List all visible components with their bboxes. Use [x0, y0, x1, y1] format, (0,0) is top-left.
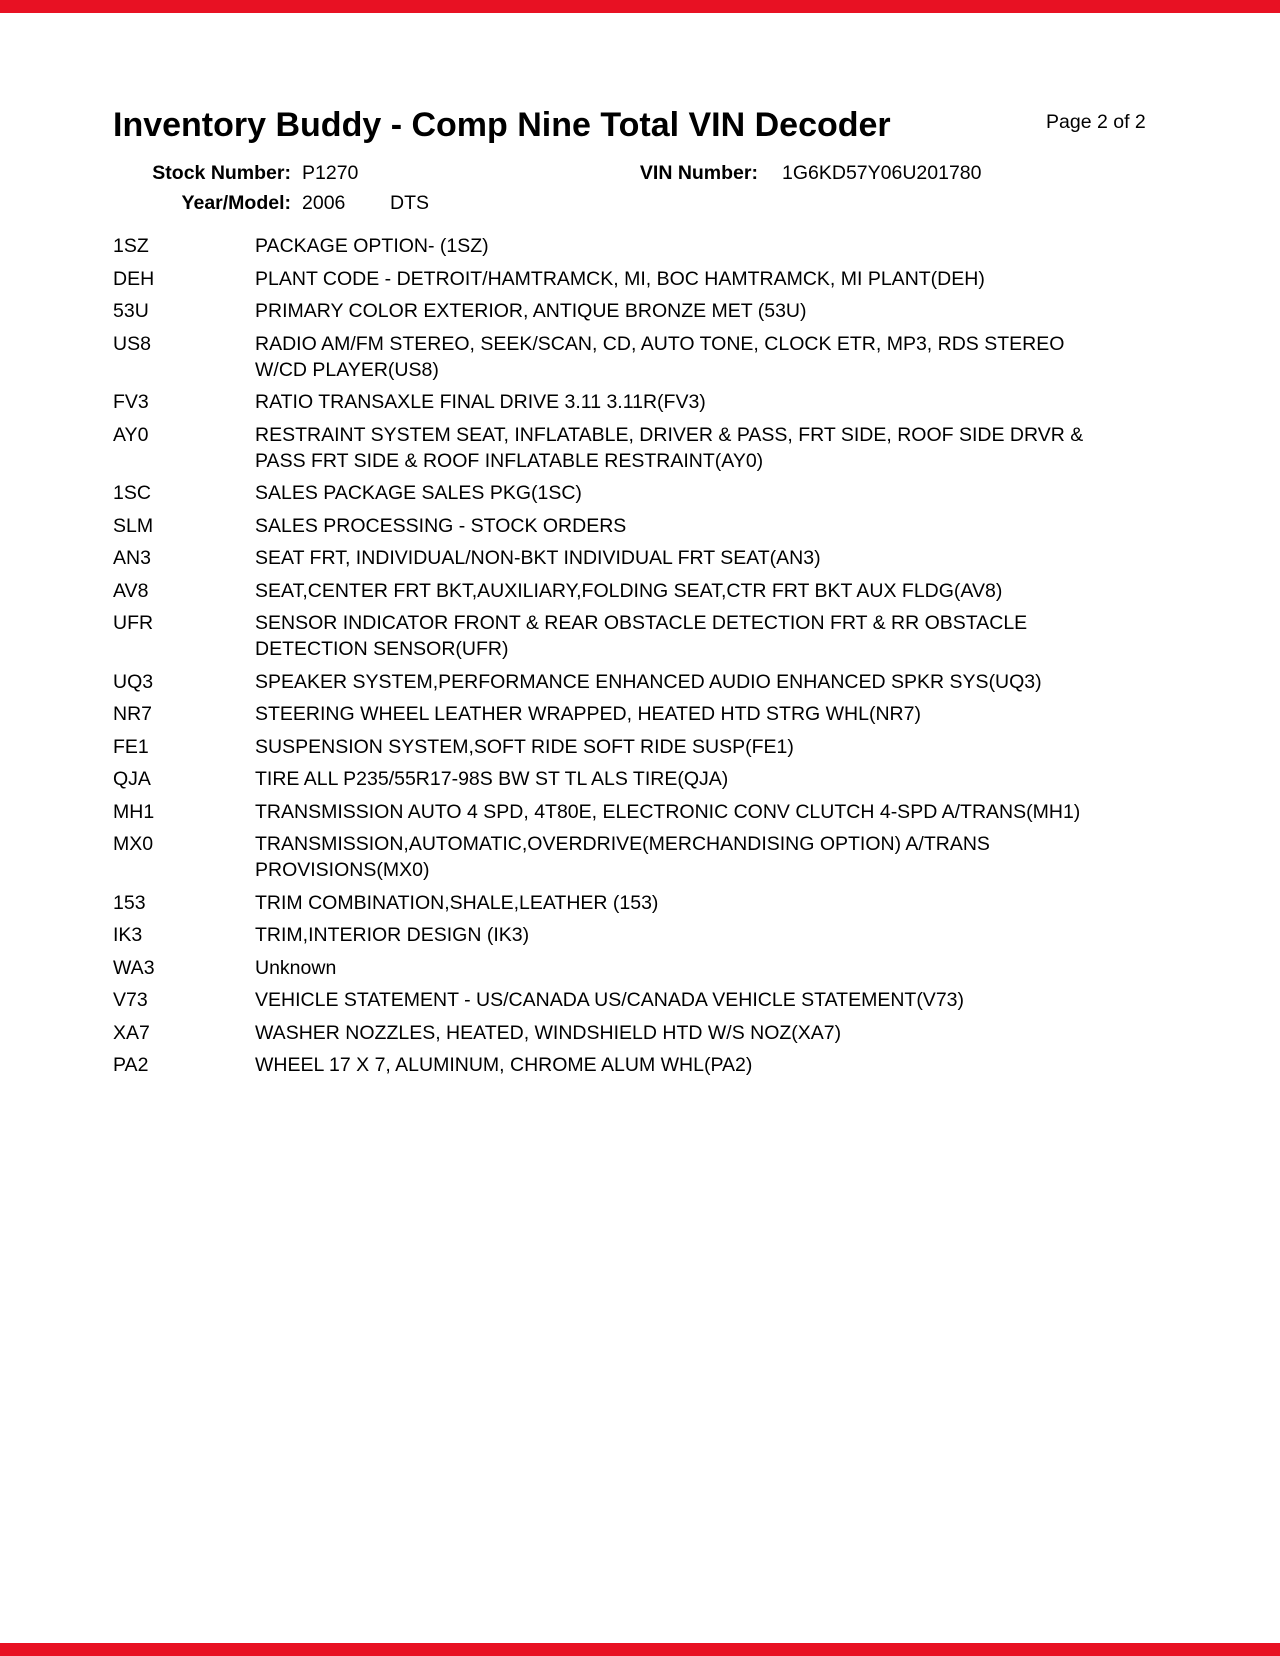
code-row	[113, 831, 1123, 883]
option-description: PACKAGE OPTION- (1SZ)	[255, 235, 489, 257]
option-code: IK3	[113, 924, 143, 946]
option-description: SALES PACKAGE SALES PKG(1SC)	[255, 482, 582, 504]
option-code: NR7	[113, 703, 153, 725]
option-description: RATIO TRANSAXLE FINAL DRIVE 3.11 3.11R(FV3)	[255, 391, 706, 413]
option-description: SEAT,CENTER FRT BKT,AUXILIARY,FOLDING SEAT,CTR FRT BKT AUX FLDG(AV8)	[255, 579, 1003, 602]
option-code: MH1	[113, 800, 155, 823]
year-model-label: Year/Model:	[181, 192, 291, 214]
code-row	[113, 1052, 1123, 1078]
code-row	[113, 799, 1123, 825]
option-code: 153	[113, 891, 146, 914]
code-row	[113, 298, 1123, 324]
code-row	[113, 266, 1123, 292]
page-title: Inventory Buddy - Comp Nine Total VIN Decoder	[113, 106, 891, 144]
option-code: PA2	[113, 1054, 149, 1076]
option-code: FE1	[113, 735, 149, 758]
option-description: SEAT FRT, INDIVIDUAL/NON-BKT INDIVIDUAL FRT SEAT(AN3)	[255, 547, 821, 569]
year-value: 2006	[302, 192, 346, 214]
code-row	[113, 1020, 1123, 1046]
vin-number-label: VIN Number:	[639, 162, 758, 184]
code-row	[113, 578, 1123, 604]
option-code: AY0	[113, 423, 149, 446]
option-description: TIRE ALL P235/55R17-98S BW ST TL ALS TIRE(QJA)	[255, 768, 729, 790]
option-description: SENSOR INDICATOR FRONT & REAR OBSTACLE DETECTION FRT & RR OBSTACLE DETECTION SENSOR(UFR)	[255, 612, 1028, 660]
option-description: WASHER NOZZLES, HEATED, WINDSHIELD HTD W/S NOZ(XA7)	[255, 1021, 842, 1044]
option-code: 53U	[113, 300, 149, 322]
option-code: QJA	[113, 768, 151, 790]
code-row	[113, 331, 1123, 383]
option-description: PLANT CODE - DETROIT/HAMTRAMCK, MI, BOC HAMTRAMCK, MI PLANT(DEH)	[255, 267, 985, 290]
option-description: Unknown	[255, 956, 337, 979]
option-description: PRIMARY COLOR EXTERIOR, ANTIQUE BRONZE MET (53U)	[255, 300, 807, 322]
option-description: VEHICLE STATEMENT - US/CANADA US/CANADA VEHICLE STATEMENT(V73)	[255, 989, 964, 1011]
option-description: SPEAKER SYSTEM,PERFORMANCE ENHANCED AUDIO ENHANCED SPKR SYS(UQ3)	[255, 670, 1042, 693]
code-row	[113, 422, 1123, 474]
code-row	[113, 513, 1123, 539]
option-description: TRIM,INTERIOR DESIGN (IK3)	[255, 924, 530, 946]
stock-number-value: P1270	[302, 162, 359, 184]
option-code: UQ3	[113, 670, 154, 693]
code-row	[113, 890, 1123, 916]
option-code: US8	[113, 332, 151, 355]
bottom-edge-bar	[0, 1643, 1280, 1656]
option-description: TRIM COMBINATION,SHALE,LEATHER (153)	[255, 891, 659, 914]
code-row	[113, 610, 1123, 662]
option-description: WHEEL 17 X 7, ALUMINUM, CHROME ALUM WHL(PA2)	[255, 1054, 753, 1076]
option-code: SLM	[113, 514, 154, 537]
option-code: 1SZ	[113, 235, 149, 257]
code-row	[113, 669, 1123, 695]
code-row	[113, 922, 1123, 948]
option-description: RESTRAINT SYSTEM SEAT, INFLATABLE, DRIVER & PASS, FRT SIDE, ROOF SIDE DRVR & PASS FRT SIDE & ROOF INFLATABLE RESTRAINT(AY0)	[255, 423, 1084, 472]
code-row	[113, 766, 1123, 792]
option-codes-list	[113, 233, 1123, 1085]
option-code: AV8	[113, 579, 149, 602]
option-description: SUSPENSION SYSTEM,SOFT RIDE SOFT RIDE SUSP(FE1)	[255, 735, 794, 758]
code-row	[113, 701, 1123, 727]
top-edge-bar	[0, 0, 1280, 13]
page-number-indicator: Page 2 of 2	[1046, 111, 1146, 133]
option-description: TRANSMISSION AUTO 4 SPD, 4T80E, ELECTRONIC CONV CLUTCH 4-SPD A/TRANS(MH1)	[255, 800, 1081, 823]
code-row	[113, 545, 1123, 571]
option-code: FV3	[113, 391, 149, 413]
code-row	[113, 389, 1123, 415]
option-description: RADIO AM/FM STEREO, SEEK/SCAN, CD, AUTO TONE, CLOCK ETR, MP3, RDS STEREO W/CD PLAYER(US8)	[255, 332, 1065, 381]
code-row	[113, 955, 1123, 981]
option-code: DEH	[113, 267, 155, 290]
model-value: DTS	[390, 192, 429, 214]
vin-number-value: 1G6KD57Y06U201780	[782, 162, 982, 184]
code-row	[113, 480, 1123, 506]
option-description: TRANSMISSION,AUTOMATIC,OVERDRIVE(MERCHANDISING OPTION) A/TRANS PROVISIONS(MX0)	[255, 833, 990, 881]
option-code: AN3	[113, 547, 151, 569]
option-code: UFR	[113, 612, 154, 634]
code-row	[113, 987, 1123, 1013]
option-description: STEERING WHEEL LEATHER WRAPPED, HEATED HTD STRG WHL(NR7)	[255, 703, 921, 725]
option-code: V73	[113, 989, 148, 1011]
code-row	[113, 734, 1123, 760]
stock-number-label: Stock Number:	[152, 162, 291, 184]
option-code: WA3	[113, 956, 155, 979]
option-code: MX0	[113, 833, 154, 855]
code-row	[113, 233, 1123, 259]
option-description: SALES PROCESSING - STOCK ORDERS	[255, 514, 627, 537]
option-code: 1SC	[113, 482, 151, 504]
option-code: XA7	[113, 1021, 150, 1044]
